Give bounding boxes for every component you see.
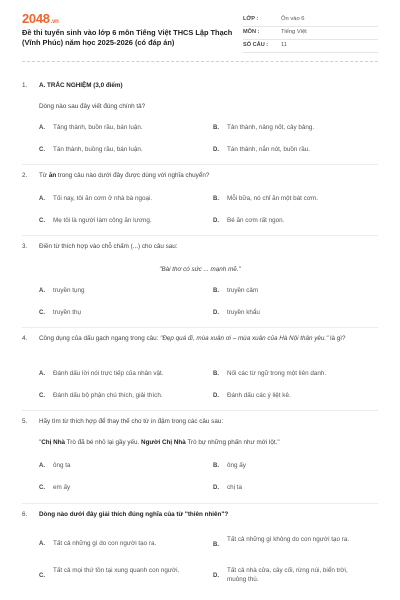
option-c[interactable]: C. em ấy <box>39 484 71 491</box>
option-d[interactable]: D. Bé ăn cơm rất ngon. <box>213 217 285 224</box>
question-number: 4. <box>22 335 28 342</box>
meta-value: 11 <box>281 42 288 49</box>
option-d[interactable]: D. truyền khẩu <box>213 309 260 316</box>
meta-label: MÔN : <box>243 29 260 36</box>
option-a[interactable]: A. truyền tụng <box>39 287 85 294</box>
option-b[interactable]: B. truyền cảm <box>213 287 259 294</box>
question-5 <box>22 418 378 447</box>
option-d[interactable]: D. Tất cả nhà cửa, cây cối, rừng núi, biển trời, muông thú. <box>213 567 348 583</box>
option-a[interactable]: A. Tất cả những gì do con người tạo ra. <box>39 540 157 547</box>
question-separator <box>22 503 378 504</box>
question-text: Từ ăn trong câu nào dưới đây được dùng với nghĩa chuyển? <box>39 172 210 179</box>
option-d[interactable]: D. Đánh dấu các ý liệt kê. <box>213 392 291 399</box>
meta-row-subject <box>243 27 378 40</box>
option-a[interactable]: A. Đánh dấu lời nói trực tiếp của nhân vật. <box>39 370 164 377</box>
question-text: Hãy tìm từ thích hợp để thay thế cho từ in đậm trong các câu sau: <box>39 418 224 425</box>
question-number: 1. <box>22 82 28 89</box>
option-d[interactable]: D. chị ta <box>213 484 243 491</box>
meta-row-count <box>243 40 378 53</box>
option-c[interactable]: C. Đánh dấu bộ phận chú thích, giải thích. <box>39 392 163 399</box>
question-sentence: "Chị Nhà Trò đã bé nhỏ lại gầy yếu. Người Chị Nhà Trò bự những phấn như mới lột." <box>39 438 280 446</box>
question-text: Dòng nào dưới đây giải thích đúng nghĩa của từ "thiên nhiên"? <box>39 511 229 518</box>
question-number: 5. <box>22 418 28 425</box>
option-c[interactable]: C. Tất cả mọi thứ tồn tại xung quanh con người. <box>39 567 180 579</box>
section-title: A. TRẮC NGHIỆM (3,0 điểm) <box>39 82 123 89</box>
question-separator <box>22 327 378 328</box>
meta-value: Tiếng Việt <box>281 29 307 36</box>
question-number: 6. <box>22 511 28 518</box>
question-text: Điền từ thích hợp vào chỗ chấm (...) cho câu sau: <box>39 243 178 250</box>
option-a[interactable]: A. ông ta <box>39 462 71 469</box>
question-separator <box>22 235 378 236</box>
question-separator <box>22 410 378 411</box>
option-b[interactable]: B. Nối các từ ngữ trong một liên danh. <box>213 370 327 377</box>
question-number: 2. <box>22 172 28 179</box>
meta-row-class <box>243 14 378 27</box>
option-d[interactable]: D. Tán thành, nắn nót, buồn rầu. <box>213 146 310 153</box>
question-4 <box>22 335 378 344</box>
site-logo[interactable]: 2048.vn <box>22 11 59 26</box>
question-6 <box>22 511 378 520</box>
question-text: Dòng nào sau đây viết đúng chính tả? <box>39 102 146 110</box>
option-c[interactable]: C. Mẹ tôi là người làm công ăn lương. <box>39 217 152 224</box>
exam-meta <box>243 14 378 53</box>
meta-value: Ôn vào 6 <box>281 16 305 23</box>
question-text: Công dụng của dấu gạch ngang trong câu: "Đẹp quá đi, mùa xuân ơi – mùa xuân của Hà Nội thân yêu." là gì? <box>39 335 346 342</box>
option-b[interactable]: B. Tản thành, nảng nốt, cây bảng. <box>213 124 315 131</box>
question-1 <box>22 82 378 111</box>
header-divider <box>22 61 378 62</box>
question-2 <box>22 172 378 181</box>
option-a[interactable]: A. Tối nay, tôi ăn cơm ở nhà bà ngoại. <box>39 195 153 202</box>
question-3 <box>22 243 378 274</box>
meta-label: LỚP : <box>243 16 259 23</box>
option-a[interactable]: A. Tảng thành, buồn rầu, bán luận. <box>39 124 143 131</box>
option-b[interactable]: B. Tất cả những gì không do con người tạo ra. <box>213 536 350 548</box>
question-separator <box>22 164 378 165</box>
meta-label: SỐ CÂU : <box>243 42 269 49</box>
option-b[interactable]: B. Mỗi bữa, nó chỉ ăn một bát cơm. <box>213 195 318 202</box>
exam-title: Đề thi tuyển sinh vào lớp 6 môn Tiếng Việt THCS Lập Thạch (Vĩnh Phúc) năm học 2025-2026 (có đáp án) <box>22 28 233 48</box>
question-number: 3. <box>22 243 28 250</box>
option-c[interactable]: C. Tán thành, buồng rầu, bán luận. <box>39 146 143 153</box>
option-b[interactable]: B. ông ấy <box>213 462 246 469</box>
option-c[interactable]: C. truyền thụ <box>39 309 82 316</box>
question-quote: "Bài thơ có sức ... mạnh mẽ." <box>159 265 241 273</box>
